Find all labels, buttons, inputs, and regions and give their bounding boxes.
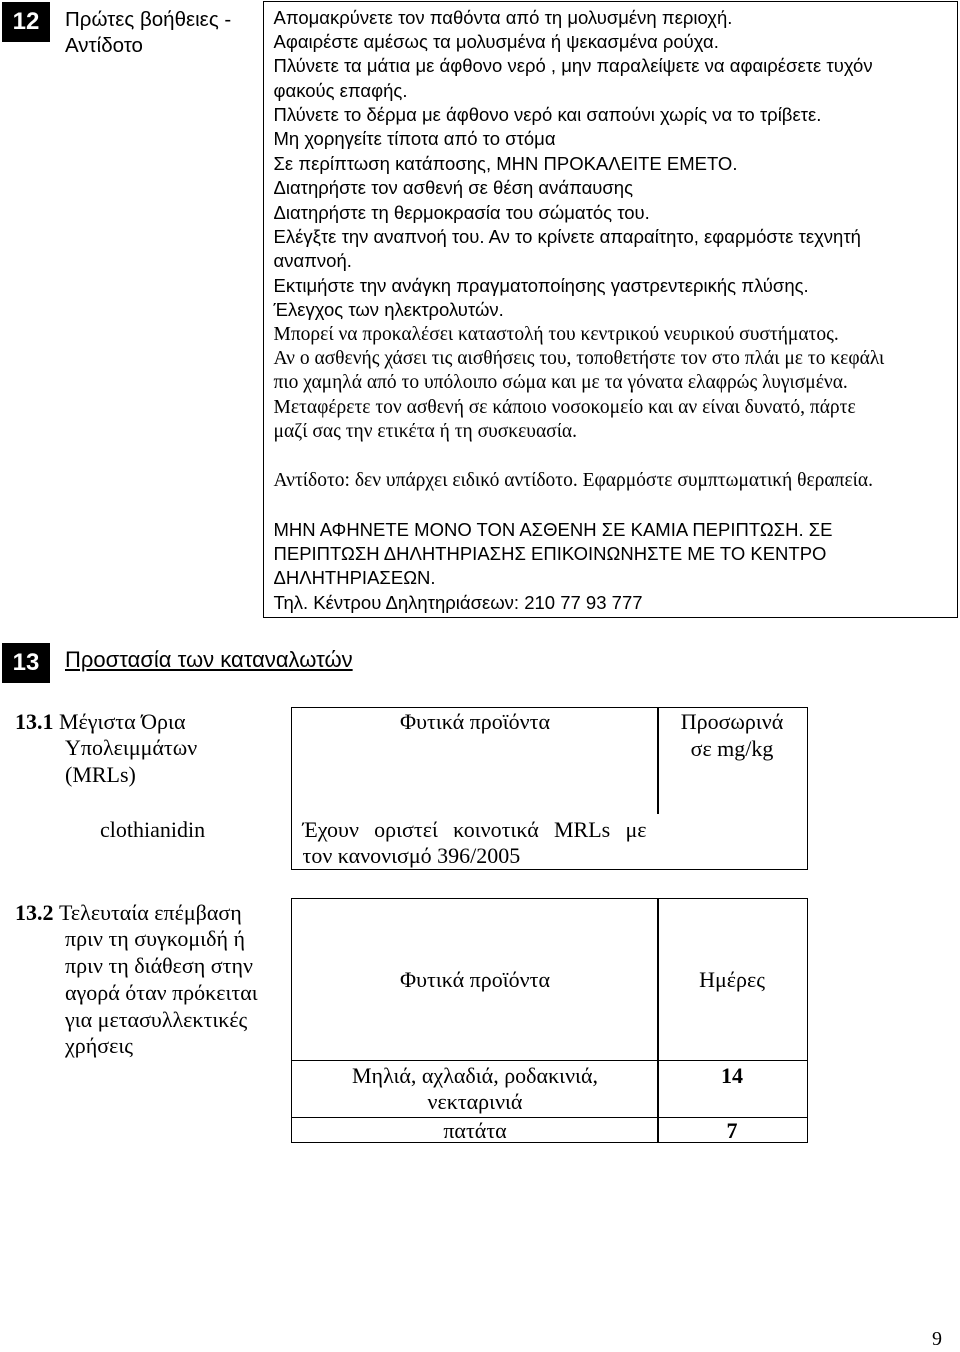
first-aid-instruction: Μπορεί να προκαλέσει καταστολή του κεντρικού νευρικού συστήματος.: [273, 323, 839, 345]
first-aid-instruction: πιο χαμηλά από το υπόλοιπο σώμα και με τα γόνατα ελαφρώς λυγισμένα.: [273, 372, 848, 394]
mrl-note-line: τον κανονισμό 396/2005: [302, 843, 521, 869]
column-header-limit: [658, 709, 806, 763]
first-aid-instruction: φακούς επαφής.: [273, 79, 408, 101]
mrl-note-line: Έχουν οριστεί κοινοτικά MRLs με: [302, 816, 647, 842]
section-number: 12: [12, 8, 40, 35]
subsection-label-line: Υπολειμμάτων: [65, 735, 198, 761]
section-number: 13: [12, 649, 40, 676]
table-row-product: [292, 1118, 658, 1145]
first-aid-instruction: Διατηρήστε τη θερμοκρασία του σώματός του.: [273, 201, 650, 223]
column-header-line: σε mg/kg: [690, 735, 774, 761]
section-title: Προστασία των καταναλωτών: [65, 647, 353, 672]
product-line: πατάτα: [443, 1117, 507, 1143]
table-row-days: 7: [726, 1117, 738, 1143]
subsection-label-line: πριν τη συγκομιδή ή: [65, 926, 245, 952]
section-title-line: Αντίδοτο: [65, 34, 143, 57]
row-divider: [292, 1060, 807, 1062]
subsection-label-line: αγορά όταν πρόκειται: [65, 979, 258, 1005]
first-aid-instruction: μαζί σας την ετικέτα ή τη συσκευασία.: [273, 421, 578, 443]
active-substance: clothianidin: [100, 816, 206, 842]
product-line: νεκταρινιά: [427, 1089, 523, 1115]
first-aid-instruction: Έλεγχος των ηλεκτρολυτών.: [273, 299, 504, 321]
page-number: 9: [932, 1328, 942, 1350]
emergency-warning: ΜΗΝ ΑΦΗΝΕΤΕ ΜΟΝΟ ΤΟΝ ΑΣΘΕΝΗ ΣΕ ΚΑΜΙΑ ΠΕΡΙΠΤΩΣΗ. ΣΕ: [273, 518, 833, 540]
subsection-label-line: Τελευταία επέμβαση: [59, 899, 242, 925]
phi-subsection-label: [15, 900, 258, 1061]
subsection-label-line: Μέγιστα Όρια: [59, 708, 186, 734]
first-aid-instruction: Μεταφέρετε τον ασθενή σε κάποιο νοσοκομείο και αν είναι δυνατό, πάρτε: [273, 396, 856, 418]
first-aid-instruction: Αν ο ασθενής χάσει τις αισθήσεις του, τοποθετήστε τον στο πλάι με το κεφάλι: [273, 347, 885, 369]
column-header-days: Ημέρες: [699, 966, 765, 992]
first-aid-panel: [263, 1, 958, 618]
column-header-products: Φυτικά προϊόντα: [400, 709, 550, 734]
mrl-subsection-heading: [15, 709, 197, 736]
first-aid-instruction: Ελέγξτε την αναπνοή του. Αν το κρίνετε απαραίτητο, εφαρμόστε τεχνητή: [273, 226, 861, 248]
first-aid-instruction: Εκτιμήστε την ανάγκη πραγματοποίησης γαστρεντερικής πλύσης.: [273, 274, 809, 296]
section-number-badge: [2, 643, 50, 683]
poison-center-phone: Τηλ. Κέντρου Δηλητηριάσεων: 210 77 93 777: [273, 591, 643, 613]
section-title: [65, 7, 231, 59]
spacer: [274, 493, 952, 517]
first-aid-instruction: Πλύνετε το δέρμα με άφθονο νερό και σαπούνι χωρίς να το τρίβετε.: [273, 104, 822, 126]
subsection-label-line: για μετασυλλεκτικές: [65, 1006, 248, 1032]
emergency-warning: ΠΕΡΙΠΤΩΣΗ ΔΗΛΗΤΗΡΙΑΣΗΣ ΕΠΙΚΟΙΝΩΝΗΣΤΕ ΜΕ ΤΟ ΚΕΝΤΡΟ: [273, 543, 827, 565]
first-aid-instruction: αναπνοή.: [273, 250, 352, 272]
table-row-product: [292, 1063, 658, 1117]
antidote-statement: Αντίδοτο: δεν υπάρχει ειδικό αντίδοτο. Εφαρμόστε συμπτωματική θεραπεία.: [273, 469, 873, 491]
mrl-table: [291, 707, 808, 870]
first-aid-instruction: Σε περίπτωση κατάποσης, ΜΗΝ ΠΡΟΚΑΛΕΙΤΕ ΕΜΕΤΟ.: [273, 152, 738, 174]
subsection-label-line: πριν τη διάθεση στην: [65, 953, 253, 979]
first-aid-instruction: Μη χορηγείτε τίποτα από το στόμα: [273, 128, 556, 150]
first-aid-instruction: Αφαιρέστε αμέσως τα μολυσμένα ή ψεκασμένα ρούχα.: [273, 30, 719, 52]
product-line: Μηλιά, αχλαδιά, ροδακινιά,: [352, 1062, 598, 1088]
subsection-number: 13.2: [15, 899, 54, 925]
mrl-subsection-label: [15, 709, 197, 789]
subsection-label-line: χρήσεις: [65, 1033, 133, 1059]
mrl-note: [303, 817, 647, 871]
column-header-line: Προσωρινά: [680, 709, 784, 734]
first-aid-instruction: Διατηρήστε τον ασθενή σε θέση ανάπαυσης: [273, 177, 634, 199]
subsection-label-line: (MRLs): [65, 762, 136, 788]
section-title-line: Πρώτες βοήθειες -: [65, 8, 232, 31]
section-number-badge: [2, 2, 50, 42]
phi-subsection-heading: [15, 900, 258, 927]
table-row-days: 14: [721, 1062, 743, 1088]
first-aid-instruction: Πλύνετε τα μάτια με άφθονο νερό , μην παραλείψετε να αφαιρέσετε τυχόν: [273, 55, 873, 77]
spacer: [274, 445, 952, 469]
subsection-number: 13.1: [15, 708, 54, 734]
emergency-warning: ΔΗΛΗΤΗΡΙΑΣΕΩΝ.: [273, 567, 436, 589]
phi-table: [291, 898, 808, 1143]
first-aid-instruction: Απομακρύνετε τον παθόντα από τη μολυσμένη περιοχή.: [273, 6, 733, 28]
column-header-products: Φυτικά προϊόντα: [400, 966, 550, 992]
